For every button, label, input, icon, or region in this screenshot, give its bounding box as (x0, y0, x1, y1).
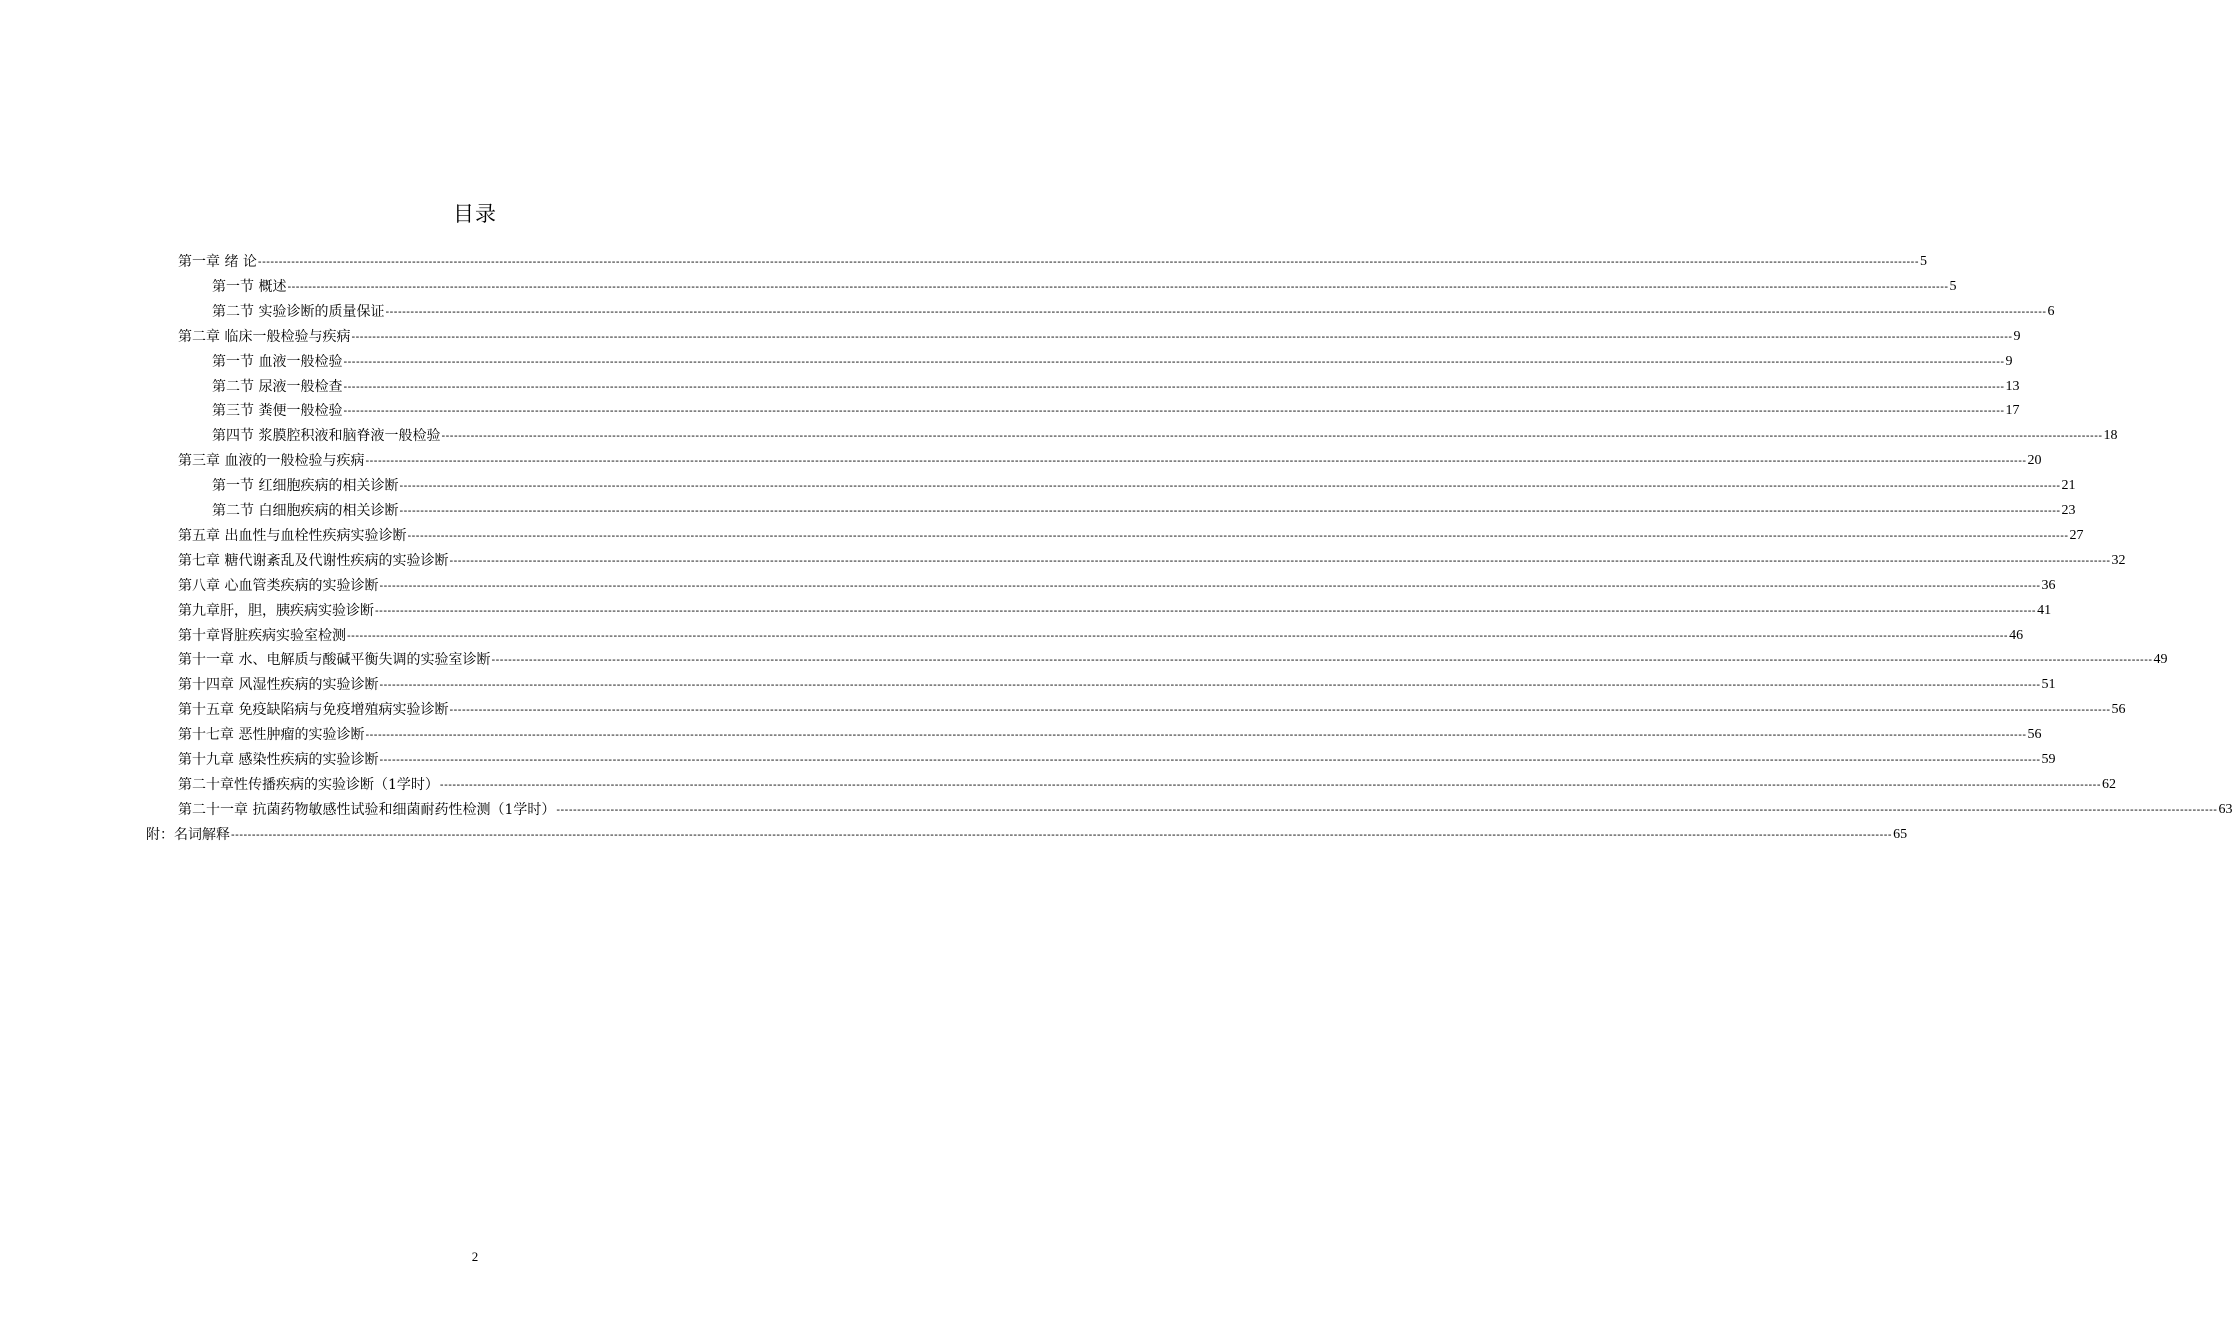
toc-entry-page: 27 (2069, 527, 2084, 543)
toc-entry-label: 第二十章性传播疾病的实验诊断（1学时） (178, 776, 439, 793)
toc-leader-dots: --------------------------------------------------------------------------------------------------------------------------------------------------------------------------------------------------------------------------------------------------------------------------------------------------------------------------------------------------------------------------------------------------------------- (399, 505, 2061, 517)
page-title: 目录 (453, 202, 497, 226)
toc-entry-label: 第十一章 水、电解质与酸碱平衡失调的实验室诊断 (178, 652, 491, 669)
toc-entry[interactable] (146, 823, 1908, 845)
toc-entry-page: 49 (2153, 652, 2168, 668)
toc-leader-dots: --------------------------------------------------------------------------------------------------------------------------------------------------------------------------------------------------------------------------------------------------------------------------------------------------------------------------------------------------------------------------------------------------------------- (347, 629, 2009, 642)
toc-leader-dots: --------------------------------------------------------------------------------------------------------------------------------------------------------------------------------------------------------------------------------------------------------------------------------------------------------------------------------------------------------------------------------------------------------------- (343, 380, 2005, 393)
toc-entry-page: 65 (1893, 826, 1908, 842)
toc-entry-page: 62 (2101, 776, 2116, 792)
toc-leader-dots: --------------------------------------------------------------------------------------------------------------------------------------------------------------------------------------------------------------------------------------------------------------------------------------------------------------------------------------------------------------------------------------------------------------- (379, 679, 2041, 692)
toc-entry-page: 23 (2061, 503, 2076, 518)
toc-entry-label: 第十五章 免疫缺陷病与免疫增殖病实验诊断 (178, 702, 449, 719)
toc-entry-page: 6 (2047, 303, 2055, 319)
toc-leader-dots: --------------------------------------------------------------------------------------------------------------------------------------------------------------------------------------------------------------------------------------------------------------------------------------------------------------------------------------------------------------------------------------------------------------- (379, 579, 2041, 592)
toc-leader-dots: --------------------------------------------------------------------------------------------------------------------------------------------------------------------------------------------------------------------------------------------------------------------------------------------------------------------------------------------------------------------------------------------------------------- (449, 704, 2111, 717)
toc-entry-label: 第八章 心血管类疾病的实验诊断 (178, 577, 379, 594)
toc-entry-label: 第一章 绪 论 (178, 254, 257, 270)
toc-entry-page: 46 (2009, 627, 2024, 643)
toc-leader-dots: --------------------------------------------------------------------------------------------------------------------------------------------------------------------------------------------------------------------------------------------------------------------------------------------------------------------------------------------------------------------------------------------------------------- (365, 455, 2027, 468)
toc-entry-page: 41 (2037, 602, 2052, 618)
toc-entry-label: 第十七章 恶性肿瘤的实验诊断 (178, 727, 365, 744)
toc-entry-label: 第一节 血液一般检验 (212, 353, 343, 370)
toc-entry[interactable] (212, 424, 2118, 446)
toc-entry[interactable] (178, 624, 2024, 646)
toc-entry-page: 32 (2111, 552, 2126, 568)
toc-entry-page: 5 (1949, 278, 1957, 294)
toc-entry-label: 第二章 临床一般检验与疾病 (178, 328, 351, 345)
toc-entry-label: 第四节 浆膜腔积液和脑脊液一般检验 (212, 428, 441, 445)
toc-entry-label: 第九章肝，胆，胰疾病实验诊断 (178, 602, 374, 619)
toc-entry[interactable] (178, 599, 2052, 621)
toc-leader-dots: --------------------------------------------------------------------------------------------------------------------------------------------------------------------------------------------------------------------------------------------------------------------------------------------------------------------------------------------------------------------------------------------------------------- (491, 654, 2153, 667)
toc-leader-dots: --------------------------------------------------------------------------------------------------------------------------------------------------------------------------------------------------------------------------------------------------------------------------------------------------------------------------------------------------------------------------------------------------------------- (287, 280, 1949, 293)
toc-entry[interactable] (178, 648, 2168, 670)
toc-leader-dots: --------------------------------------------------------------------------------------------------------------------------------------------------------------------------------------------------------------------------------------------------------------------------------------------------------------------------------------------------------------------------------------------------------------- (343, 355, 2005, 368)
toc-entry-label: 第十章肾脏疾病实验室检测 (178, 627, 346, 644)
toc-entry[interactable] (178, 673, 2056, 695)
toc-entry[interactable] (212, 275, 1957, 297)
toc-entry[interactable] (178, 524, 2084, 546)
toc-entry-label: 附：名词解释 (146, 826, 230, 843)
toc-entry-label: 第十九章 感染性疾病的实验诊断 (178, 752, 379, 768)
toc-entry-label: 第一节 红细胞疾病的相关诊断 (212, 478, 399, 495)
toc-entry-page: 21 (2061, 478, 2076, 494)
toc-entry-page: 36 (2041, 577, 2056, 593)
toc-entry-page: 17 (2005, 403, 2020, 419)
toc-leader-dots: --------------------------------------------------------------------------------------------------------------------------------------------------------------------------------------------------------------------------------------------------------------------------------------------------------------------------------------------------------------------------------------------------------------- (257, 256, 1919, 268)
toc-entry-label: 第七章 糖代谢紊乱及代谢性疾病的实验诊断 (178, 552, 449, 569)
toc-entry[interactable] (178, 325, 2021, 347)
toc-entry[interactable] (178, 748, 2056, 770)
toc-entry-page: 18 (2103, 428, 2118, 444)
toc-leader-dots: --------------------------------------------------------------------------------------------------------------------------------------------------------------------------------------------------------------------------------------------------------------------------------------------------------------------------------------------------------------------------------------------------------------- (449, 554, 2111, 567)
toc-entry-page: 56 (2111, 702, 2126, 718)
toc-entry[interactable] (178, 773, 2116, 795)
toc-entry-label: 第二节 白细胞疾病的相关诊断 (212, 503, 399, 519)
toc-entry[interactable] (212, 350, 2013, 372)
toc-entry-label: 第一节 概述 (212, 278, 287, 295)
toc-entry-page: 51 (2041, 677, 2056, 693)
toc-entry[interactable] (178, 449, 2042, 471)
toc-entry-page: 9 (2005, 353, 2013, 369)
toc-entry-page: 13 (2005, 378, 2020, 394)
toc-entry-label: 第三节 粪便一般检验 (212, 403, 343, 420)
toc-entry-page: 63 (2218, 801, 2232, 817)
toc-entry-page: 20 (2027, 453, 2042, 469)
toc-entry[interactable] (178, 798, 2232, 820)
toc-entry-page: 5 (1919, 254, 1927, 269)
toc-entry[interactable] (178, 250, 1927, 272)
toc-entry-label: 第五章 出血性与血栓性疾病实验诊断 (178, 527, 407, 544)
toc-entry-page: 9 (2013, 328, 2021, 344)
toc-entry[interactable] (178, 574, 2056, 596)
toc-entry[interactable] (212, 300, 2055, 322)
toc-leader-dots: --------------------------------------------------------------------------------------------------------------------------------------------------------------------------------------------------------------------------------------------------------------------------------------------------------------------------------------------------------------------------------------------------------------- (375, 604, 2037, 617)
toc-entry[interactable] (212, 399, 2020, 421)
toc-leader-dots: --------------------------------------------------------------------------------------------------------------------------------------------------------------------------------------------------------------------------------------------------------------------------------------------------------------------------------------------------------------------------------------------------------------- (385, 305, 2047, 318)
toc-entry-label: 第三章 血液的一般检验与疾病 (178, 453, 365, 470)
toc-entry[interactable] (212, 474, 2076, 496)
toc-leader-dots: --------------------------------------------------------------------------------------------------------------------------------------------------------------------------------------------------------------------------------------------------------------------------------------------------------------------------------------------------------------------------------------------------------------- (351, 330, 2013, 343)
toc-entry[interactable] (178, 698, 2126, 720)
toc-entry[interactable] (178, 549, 2126, 571)
page-number: 2 (471, 1249, 479, 1264)
toc-leader-dots: --------------------------------------------------------------------------------------------------------------------------------------------------------------------------------------------------------------------------------------------------------------------------------------------------------------------------------------------------------------------------------------------------------------- (407, 529, 2069, 542)
toc-entry-page: 56 (2027, 727, 2042, 743)
toc-entry[interactable] (178, 723, 2042, 745)
toc-entry-label: 第二节 尿液一般检查 (212, 378, 343, 395)
toc-leader-dots: --------------------------------------------------------------------------------------------------------------------------------------------------------------------------------------------------------------------------------------------------------------------------------------------------------------------------------------------------------------------------------------------------------------- (379, 754, 2041, 766)
toc-entry-page: 59 (2041, 752, 2056, 767)
toc-entry[interactable] (212, 375, 2020, 397)
toc-entry[interactable] (212, 499, 2076, 521)
toc-leader-dots: --------------------------------------------------------------------------------------------------------------------------------------------------------------------------------------------------------------------------------------------------------------------------------------------------------------------------------------------------------------------------------------------------------------- (556, 803, 2218, 816)
toc-leader-dots: --------------------------------------------------------------------------------------------------------------------------------------------------------------------------------------------------------------------------------------------------------------------------------------------------------------------------------------------------------------------------------------------------------------- (343, 405, 2005, 418)
toc-entry-label: 第二十一章 抗菌药物敏感性试验和细菌耐药性检测（1学时） (178, 801, 556, 818)
toc-leader-dots: --------------------------------------------------------------------------------------------------------------------------------------------------------------------------------------------------------------------------------------------------------------------------------------------------------------------------------------------------------------------------------------------------------------- (439, 778, 2101, 791)
toc-entry-label: 第十四章 风湿性疾病的实验诊断 (178, 677, 379, 694)
toc-leader-dots: --------------------------------------------------------------------------------------------------------------------------------------------------------------------------------------------------------------------------------------------------------------------------------------------------------------------------------------------------------------------------------------------------------------- (365, 729, 2027, 742)
toc-leader-dots: --------------------------------------------------------------------------------------------------------------------------------------------------------------------------------------------------------------------------------------------------------------------------------------------------------------------------------------------------------------------------------------------------------------- (441, 430, 2103, 443)
toc-entry-label: 第二节 实验诊断的质量保证 (212, 303, 385, 320)
toc-leader-dots: --------------------------------------------------------------------------------------------------------------------------------------------------------------------------------------------------------------------------------------------------------------------------------------------------------------------------------------------------------------------------------------------------------------- (231, 828, 1893, 841)
toc-leader-dots: --------------------------------------------------------------------------------------------------------------------------------------------------------------------------------------------------------------------------------------------------------------------------------------------------------------------------------------------------------------------------------------------------------------- (399, 480, 2061, 493)
